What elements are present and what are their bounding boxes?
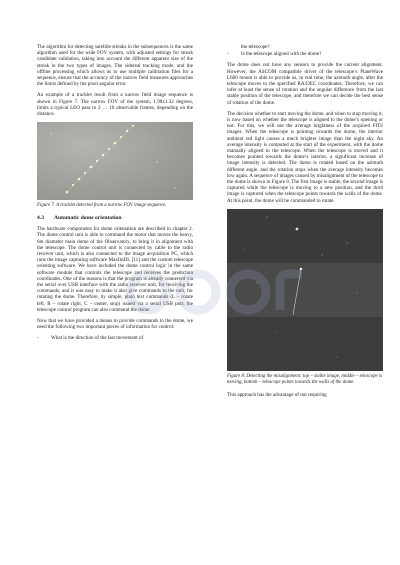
paragraph-alignment-decision: The decision whether to start moving the dome, and when to stop moving it, is now based on whether the telescope is aligned to the dome’s opening or not. For this, we will use the average brightness of the acquired FITS images. When the telescope is pointing towards the dome, the interior ambient red light causes a much brighter image than the night sky. An average intensity is computed at the start of the experiment, with the dome manually aligned to the telescope. When the telescope is moved and it becomes pointed towards the dome’s interior, a significant increase of image intensity is detected. The dome is rotated based on the azimuth different angle, and the rotation stops when the average intensity becomes low again. A sequence of images caused by misalignment of the telescope to the dome is shown in Figure 8. The first image is stable, the second image is captured while the telescope is moving to a new position, and the third image is captured when the telescope points towards the walls of the dome. At this point, the dome will be commanded to rotate.: [227, 110, 383, 204]
bullet-list: [37, 335, 193, 341]
bullet-list-continued: [227, 44, 383, 57]
paragraph-approach-advantage: This approach has the advantage of not requiring: [227, 391, 327, 398]
bullet-item-continued: [227, 44, 383, 50]
bullet-item: - What is the direction of the last movement of: [37, 335, 144, 342]
figure-8-panel-moving: [227, 263, 383, 317]
paragraph-dome-sensors: The dome does not have any sensors to provide the current alignment. However, the ASCOM compatible driver of the telescope’s PlaneWave L600 mount is able to provide us, in real time, the azimuth angle, after the telescope moves to the specified RA/DEC coordinates. Therefore, we can infer at least the sense of rotation and the angular difference from the last stable position of the telescope, and therefore we can decide the best sense of rotation of the dome.: [227, 62, 383, 106]
paragraph-tracklet-example: An example of a tracklet result from a narrow field image sequence is shown in Figure 7. The narrow FOV of the system, 1.98x1.32 degrees, limits a typical LEO pass to 2 … 10 observable frames, depending on the distance.: [37, 92, 193, 118]
left-column: [37, 44, 193, 347]
figure-7-tracklet-image: [37, 122, 193, 200]
paragraph-control-info: Now that we have provided a means to provide commands to the dome, we need the following two important pieces of information for control:: [37, 318, 193, 331]
figure-7-caption: Figure 7. A tracklet detected from a narrow FOV image sequence.: [37, 203, 167, 209]
figure-8-panel-dome-wall: [227, 317, 383, 371]
figure-8-caption: Figure 8. Detecting the misalignment: top – stable image, middle – telescope is moving, bottom – telescope points towards the walls of the dome.: [227, 373, 383, 385]
paragraph-streak-algorithm: The algorithm for detecting satellite streaks in the subsequences is the same algorithm used for the wide FOV system, with adjusted settings for streak candidate validation, taking into account the different apparent size of the streak in the two types of images. The sidereal tracking mode, and the offline processing which allows us to use multiple calibration files for a sequence, ensure that the accuracy of the narrow field measures approaches the limits defined by the pixel angular error.: [37, 44, 193, 88]
section-number: 4.3: [37, 215, 44, 222]
figure-8-misalignment-images: [227, 209, 383, 371]
bullet-text: Is the telescope aligned with the dome?: [241, 51, 322, 58]
bullet-item: - Is the telescope aligned with the dome?: [227, 51, 322, 58]
figure-8-panel-stable: [227, 209, 383, 263]
bullet-text: What is the direction of the last movement of: [51, 335, 144, 342]
section-heading: [37, 215, 193, 221]
right-column: [227, 44, 383, 403]
bullet-text: the telescope?: [241, 44, 270, 50]
section-title: Automatic dome orientation: [54, 215, 122, 222]
paragraph-dome-hardware: The hardware components for dome orientation are described in chapter 2. The dome control unit is able to command the motor that moves the heavy, 6m diameter main dome of the Observatory, to bring it in alignment with the telescope. The dome control unit is connected by cable to the radio receiver unit, which is also connected to the image acquisition PC, which runs the image capturing software MaxImDL [11] and the custom telescope orienting software. We have included the dome control logic in the same software module that controls the telescope and receives the prediction coordinates. One of the reasons is that the program is already connected via the serial over USB interface with the radio receiver unit, for receiving the commands, and it was easy to make it also give commands to the unit, for rotating the dome. Therefore, by simple, plain text commands (L – rotate left, R – rotate right, C – center, stop) issued via a serial USB port, the telescope control program can also command the dome.: [37, 226, 193, 313]
